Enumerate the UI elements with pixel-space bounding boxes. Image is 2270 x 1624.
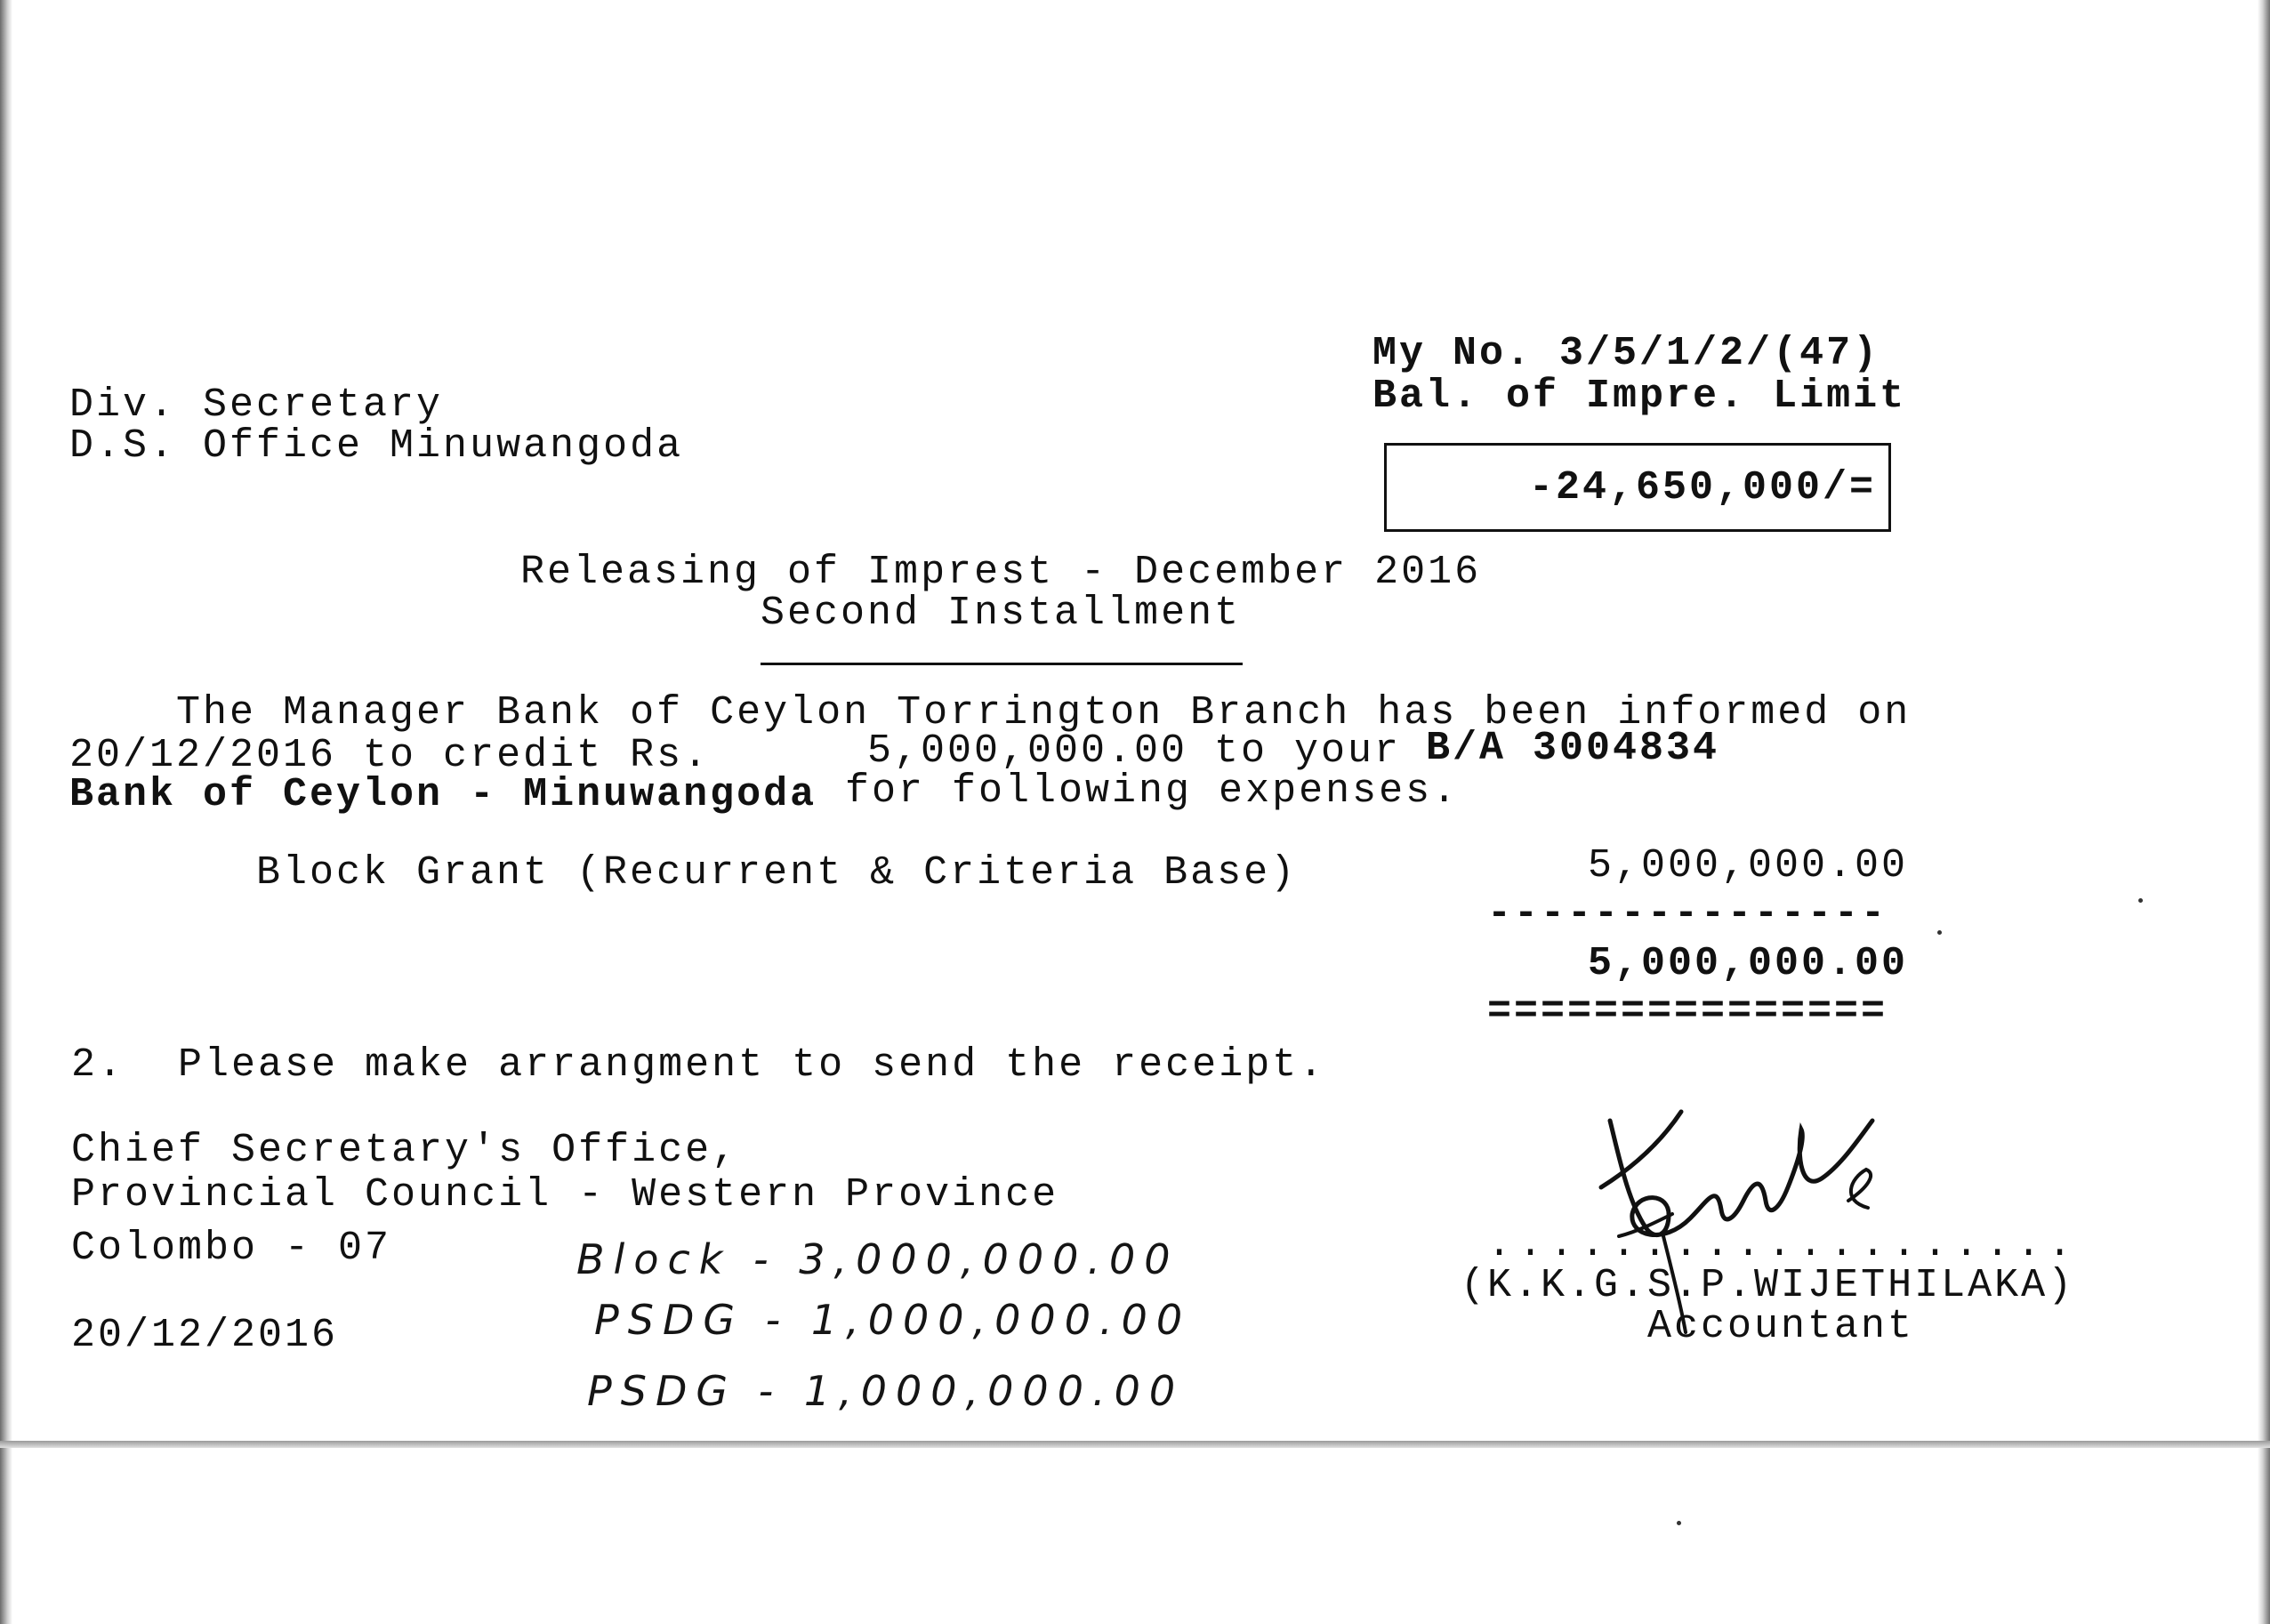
body-para1-line2b: to your	[1214, 728, 1402, 774]
scan-speck	[2138, 898, 2143, 903]
total-double-rule: ===============	[1487, 989, 1888, 1034]
sender-council: Provincial Council - Western Province	[71, 1172, 1059, 1218]
sender-city: Colombo - 07	[71, 1226, 392, 1271]
scan-edge-right	[2258, 0, 2270, 1624]
handwritten-note-block: Block - 3,000,000.00	[576, 1235, 1179, 1283]
total-amount: 5,000,000.00	[1588, 941, 1909, 986]
subject-title: Releasing of Imprest - December 2016	[520, 550, 1482, 595]
addressee-title: Div. Secretary	[69, 382, 444, 428]
body-para1-line3b: for following expenses.	[845, 768, 1460, 814]
scan-edge-left	[0, 0, 12, 1624]
letter-date: 20/12/2016	[71, 1313, 339, 1358]
subject-subtitle: Second Installment	[761, 591, 1242, 636]
balance-value: -24,650,000/=	[1528, 465, 1876, 511]
signatory-title: Accountant	[1647, 1304, 1915, 1349]
expense-item-amount: 5,000,000.00	[1588, 843, 1909, 888]
signature-dotted-line: ...................	[1487, 1222, 2080, 1267]
sender-office: Chief Secretary's Office,	[71, 1128, 739, 1173]
handwritten-note-psdg: PSDG - 1,000,000.00	[587, 1367, 1185, 1415]
handwritten-note-pdg: PSDG - 1,000,000.00	[594, 1296, 1192, 1344]
balance-box	[1384, 443, 1891, 532]
addressee-office: D.S. Office Minuwangoda	[69, 423, 684, 469]
bank-account-number: B/A 3004834	[1426, 726, 1720, 771]
subject-underline	[761, 663, 1243, 665]
page-bottom-edge	[0, 1441, 2270, 1448]
subtotal-rule: ---------------	[1487, 891, 1888, 937]
balance-label: Bal. of Impre. Limit	[1372, 374, 1907, 419]
scan-speck	[1937, 930, 1942, 935]
body-para2: 2. Please make arrangment to send the receipt.	[71, 1042, 1326, 1088]
signatory-name: (K.K.G.S.P.WIJETHILAKA)	[1461, 1263, 2075, 1308]
body-para1-line1: The Manager Bank of Ceylon Torrington Branch has been informed on	[176, 690, 1912, 736]
credit-amount: 5,000,000.00	[867, 728, 1188, 774]
scan-speck	[1677, 1521, 1681, 1525]
body-para1-line2a: 20/12/2016 to credit Rs.	[69, 733, 711, 778]
reference-number: My No. 3/5/1/2/(47)	[1372, 331, 1880, 376]
expense-item-label: Block Grant (Recurrent & Criteria Base)	[256, 850, 1298, 896]
bank-branch: Bank of Ceylon - Minuwangoda	[69, 772, 817, 817]
